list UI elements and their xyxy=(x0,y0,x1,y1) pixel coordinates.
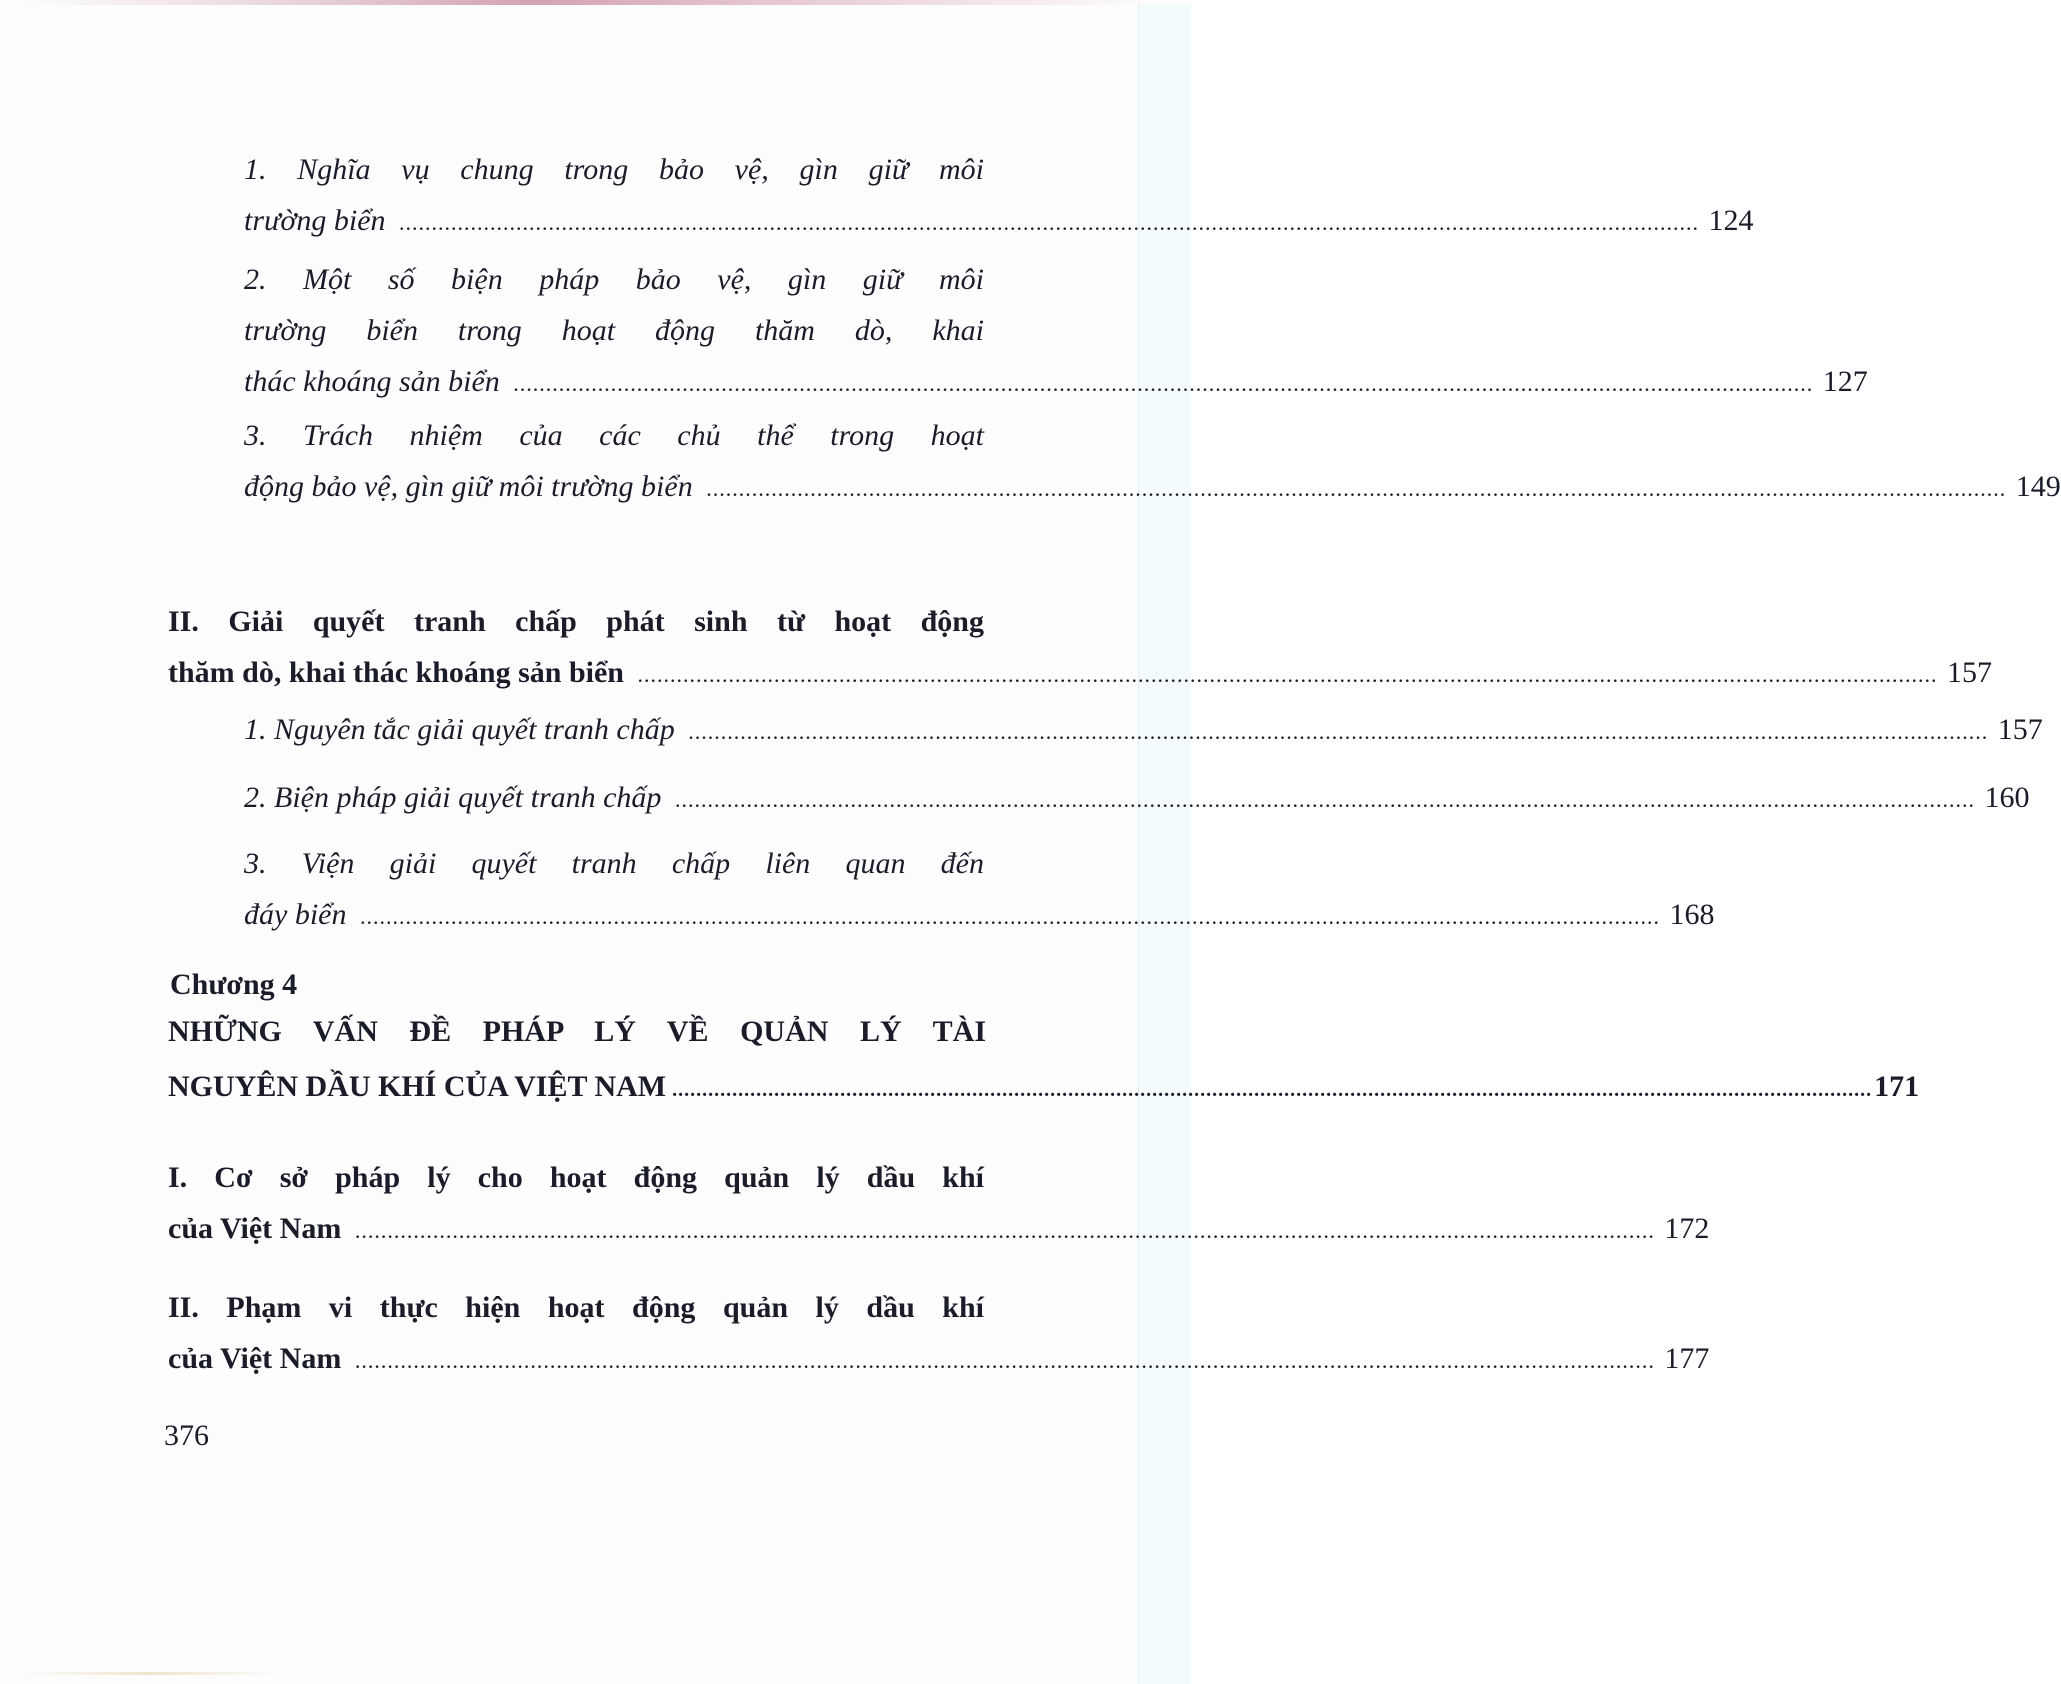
toc-entry-leader xyxy=(168,1059,1920,1118)
dot-leader xyxy=(675,787,1975,812)
toc-entry-leader xyxy=(244,772,2030,823)
toc-entry-7 xyxy=(244,838,1715,940)
dot-leader xyxy=(513,371,1813,396)
toc-entry-text: 1. Nguyên tắc giải quyết tranh chấp xyxy=(244,713,675,746)
toc-entry-text: trường biển xyxy=(244,204,386,237)
toc-entry-text: động bảo vệ, gìn giữ môi trường biển xyxy=(244,470,693,503)
toc-entry-text: đáy biển xyxy=(244,898,347,931)
toc-entry-leader xyxy=(244,704,2043,755)
chapter-title-line: NGUYÊN DẦU KHÍ CỦA VIỆT NAM xyxy=(168,1070,667,1103)
toc-page-number: 124 xyxy=(1708,204,1754,237)
toc-entry-leader xyxy=(244,889,1715,940)
toc-entry-text: 1. Nghĩa vụ chung trong bảo vệ, gìn giữ môi xyxy=(244,153,984,186)
toc-page-number: 172 xyxy=(1664,1212,1710,1245)
toc-section-ii xyxy=(168,596,1992,698)
toc-entry-leader xyxy=(244,195,1754,246)
chapter-label: Chương 4 xyxy=(170,968,298,1001)
dot-leader xyxy=(672,1063,1872,1118)
toc-page-number: 160 xyxy=(1984,781,2030,814)
toc-entry-leader xyxy=(244,461,2061,512)
toc-page-number: 177 xyxy=(1664,1342,1710,1375)
toc-entry-text: thăm dò, khai thác khoáng sản biển xyxy=(168,656,624,689)
toc-page-number: 168 xyxy=(1669,898,1715,931)
toc-entry-leader xyxy=(168,1203,1710,1254)
toc-entry-3 xyxy=(244,410,2061,512)
toc-entry-text: 2. Một số biện pháp bảo vệ, gìn giữ môi xyxy=(244,263,984,296)
dot-leader xyxy=(399,210,1699,235)
dot-leader xyxy=(360,904,1660,929)
toc-entry-leader xyxy=(168,1333,1710,1384)
toc-entry-text: trường biển trong hoạt động thăm dò, khai xyxy=(244,314,984,347)
toc-entry-text: II. Phạm vi thực hiện hoạt động quản lý dầu khí xyxy=(168,1291,984,1324)
toc-entry-text: thác khoáng sản biển xyxy=(244,365,500,398)
toc-entry-2 xyxy=(244,254,1868,407)
toc-entry-6 xyxy=(244,772,2030,823)
toc-entry-leader xyxy=(168,647,1992,698)
dot-leader xyxy=(688,719,1988,744)
chapter-title xyxy=(168,1004,1920,1118)
chapter-title-line: NHỮNG VẤN ĐỀ PHÁP LÝ VỀ QUẢN LÝ TÀI xyxy=(168,1015,986,1048)
dot-leader xyxy=(637,662,1937,687)
toc-page-number: 157 xyxy=(1946,656,1992,689)
toc-page-number: 149 xyxy=(2015,470,2061,503)
page-top-edge xyxy=(20,0,1160,5)
dot-leader xyxy=(355,1218,1655,1243)
toc-entry-text: 3. Trách nhiệm của các chủ thể trong hoạt xyxy=(244,419,984,452)
toc-entry-text: của Việt Nam xyxy=(168,1342,342,1375)
toc-page-number: 127 xyxy=(1822,365,1868,398)
toc-entry-text: 3. Viện giải quyết tranh chấp liên quan đến xyxy=(244,847,984,880)
toc-page-number: 157 xyxy=(1997,713,2043,746)
toc-page-number: 171 xyxy=(1874,1070,1920,1103)
toc-entry-1 xyxy=(244,144,1754,246)
toc-entry-text: của Việt Nam xyxy=(168,1212,342,1245)
toc-entry-text: 2. Biện pháp giải quyết tranh chấp xyxy=(244,781,662,814)
page-number: 376 xyxy=(164,1419,209,1452)
page-right-margin xyxy=(1138,4,1191,1684)
page-bottom-edge xyxy=(20,1672,280,1675)
dot-leader xyxy=(706,476,2006,501)
toc-entry-text: II. Giải quyết tranh chấp phát sinh từ hoạt động xyxy=(168,605,984,638)
dot-leader xyxy=(355,1348,1655,1373)
toc-entry-text: I. Cơ sở pháp lý cho hoạt động quản lý dầu khí xyxy=(168,1161,984,1194)
toc-chapter-section-ii xyxy=(168,1282,1710,1384)
toc-chapter-section-i xyxy=(168,1152,1710,1254)
toc-entry-5 xyxy=(244,704,2043,755)
toc-entry-leader xyxy=(244,356,1868,407)
